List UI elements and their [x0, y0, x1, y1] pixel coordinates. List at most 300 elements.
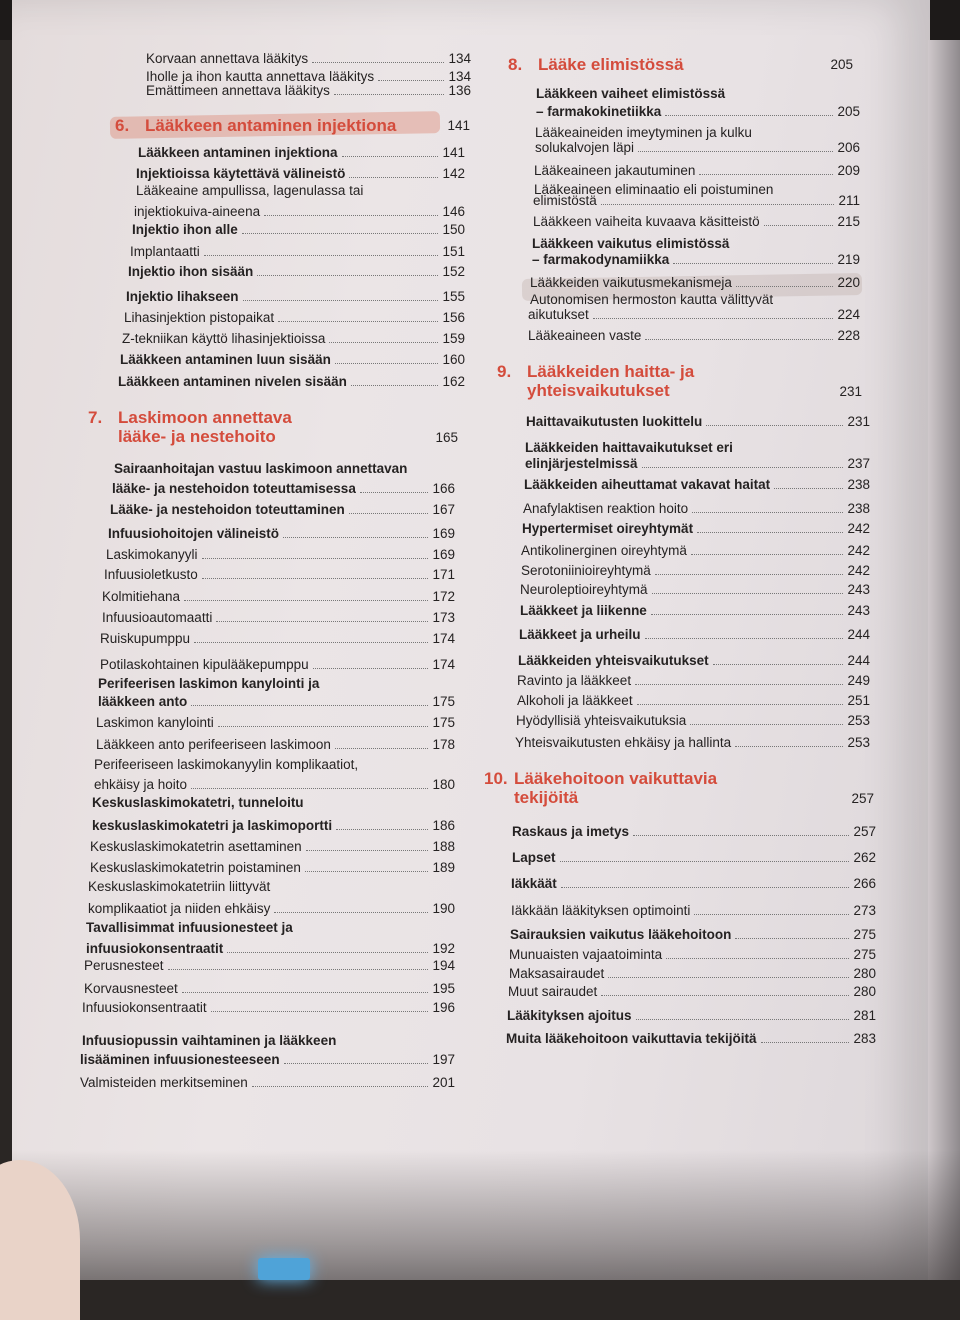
toc-entry: [528, 328, 860, 343]
toc-entry: [84, 981, 455, 996]
dot-leader: [593, 318, 834, 319]
dot-leader: [601, 995, 849, 996]
dot-leader: [713, 664, 844, 665]
dot-leader: [211, 1011, 429, 1012]
dot-leader: [334, 94, 445, 95]
toc-page-number: 146: [442, 204, 465, 219]
toc-page-number: 280: [853, 966, 876, 981]
toc-entry: [122, 331, 465, 346]
toc-entry: [100, 657, 455, 672]
dot-leader: [184, 600, 428, 601]
toc-entry: [102, 589, 455, 604]
toc-entry-title: Implantaatti: [130, 244, 200, 259]
toc-entry-title: Tavallisimmat infuusionesteet ja: [86, 920, 293, 935]
dot-leader: [218, 726, 429, 727]
toc-page-number: 257: [853, 824, 876, 839]
toc-page-number: 220: [837, 275, 860, 290]
toc-page-number: 141: [442, 145, 465, 160]
toc-entry: [519, 627, 870, 642]
dot-leader: [351, 385, 439, 386]
toc-entry: [521, 563, 870, 578]
toc-entry: [146, 51, 471, 66]
toc-entry-title: Lääkkeet ja liikenne: [520, 603, 647, 618]
toc-entry: [508, 984, 876, 999]
toc-page-number: 156: [442, 310, 465, 325]
toc-entry: [82, 1000, 455, 1015]
toc-entry-title: Antikolinerginen oireyhtymä: [521, 543, 687, 558]
toc-entry: [110, 502, 455, 517]
toc-page-number: 136: [448, 83, 471, 98]
dot-leader: [182, 992, 429, 993]
toc-entry: [525, 440, 870, 455]
toc-entry-title: elinjärjestelmissä: [525, 456, 638, 471]
toc-entry: [516, 713, 870, 728]
toc-entry-title: Infuusiohoitojen välineistö: [108, 526, 280, 541]
toc-page-number: 249: [847, 673, 870, 688]
dot-leader: [335, 748, 429, 749]
toc-entry: [88, 901, 455, 916]
toc-entry: [517, 673, 870, 688]
dot-leader: [735, 746, 843, 747]
dot-leader: [252, 1086, 429, 1087]
toc-page-number: 134: [448, 69, 471, 84]
toc-entry: [509, 966, 876, 981]
toc-entry-title: Lääkkeiden aiheuttamat vakavat haitat: [524, 477, 771, 492]
toc-entry: [512, 824, 876, 839]
toc-page-number: 231: [847, 414, 870, 429]
toc-entry-title: Injektio lihakseen: [126, 289, 239, 304]
toc-page-number: 195: [432, 981, 455, 996]
dot-leader: [243, 300, 439, 301]
toc-page-number: 169: [432, 547, 455, 562]
toc-page-number: 175: [432, 715, 455, 730]
toc-entry-title: Raskaus ja imetys: [512, 824, 630, 839]
dot-leader: [313, 668, 429, 669]
toc-entry-title: – farmakodynamiikka: [532, 252, 670, 267]
toc-entry-title: Keskuslaskimokatetrin asettaminen: [90, 839, 302, 854]
toc-page-number: 211: [838, 193, 860, 208]
toc-entry-title: Lääkkeiden haittavaikutukset eri: [525, 440, 733, 455]
toc-entry: [146, 83, 471, 98]
toc-page-number: 275: [853, 927, 876, 942]
toc-entry: [126, 289, 465, 304]
dot-leader: [633, 835, 849, 836]
toc-entry: [112, 481, 455, 496]
dot-leader: [651, 614, 844, 615]
dot-leader: [216, 621, 428, 622]
toc-entry-title: Lääkkeiden vaikutusmekanismeja: [530, 275, 732, 290]
dot-leader: [264, 215, 438, 216]
dot-leader: [642, 467, 844, 468]
toc-entry-title: Haittavaikutusten luokittelu: [526, 414, 703, 429]
toc-entry: [92, 795, 455, 810]
toc-page-number: 189: [432, 860, 455, 875]
toc-entry-title: lääke- ja nestehoidon toteuttamisessa: [112, 481, 356, 496]
toc-entry-title: Iholle ja ihon kautta annettava lääkitys: [146, 69, 375, 84]
toc-entry-title: Perifeeriseen laskimokanyylin komplikaatiot,: [94, 757, 359, 772]
toc-entry: [532, 236, 860, 251]
blue-light: [258, 1258, 310, 1280]
toc-entry-title: aikutukset: [528, 307, 589, 322]
toc-page-number: 178: [432, 737, 455, 752]
toc-page-number: 224: [837, 307, 860, 322]
toc-page-number: 266: [853, 876, 876, 891]
dot-leader: [637, 704, 844, 705]
toc-entry: [136, 166, 465, 181]
dot-leader: [645, 638, 844, 639]
toc-entry-title: – farmakokinetiikka: [536, 104, 662, 119]
toc-entry-title: Maksasairaudet: [509, 966, 605, 981]
toc-entry: [104, 567, 455, 582]
toc-page-number: 280: [853, 984, 876, 999]
chapter-title: Lääkkeen antaminen injektiona: [145, 116, 397, 135]
dot-leader: [764, 225, 834, 226]
toc-entry: [535, 125, 860, 140]
chapter-page-number: 257: [851, 791, 874, 806]
toc-page-number: 251: [847, 693, 870, 708]
toc-entry-title: elimistöstä: [533, 193, 597, 208]
toc-entry: [510, 927, 876, 942]
toc-page-number: 152: [442, 264, 465, 279]
toc-entry-title: Infuusiokonsentraatit: [82, 1000, 207, 1015]
toc-entry-title: Lääkeaineiden imeytyminen ja kulku: [535, 125, 752, 140]
dot-leader: [312, 62, 444, 63]
toc-entry-title: Lääke- ja nestehoidon toteuttaminen: [110, 502, 345, 517]
chapter-number: 8.: [508, 55, 523, 74]
toc-entry: [118, 374, 465, 389]
toc-entry: [146, 69, 471, 84]
toc-entry: [90, 860, 455, 875]
toc-entry: [506, 1031, 876, 1046]
toc-entry-title: Keskuslaskimokatetri, tunneloitu: [92, 795, 304, 810]
dot-leader: [227, 952, 428, 953]
dot-leader: [697, 532, 843, 533]
chapter-number: 9.: [497, 362, 512, 381]
toc-entry: [80, 1075, 455, 1090]
toc-entry-title: Infuusioletkusto: [104, 567, 198, 582]
toc-entry-title: Laskimokanyyli: [106, 547, 198, 562]
toc-page-number: 188: [432, 839, 455, 854]
toc-page-number: 171: [432, 567, 455, 582]
toc-entry: [124, 310, 465, 325]
toc-page-number: 262: [853, 850, 876, 865]
toc-entry: [100, 631, 455, 646]
dot-leader: [673, 263, 833, 264]
toc-entry: [128, 264, 465, 279]
chapter-page-number: 231: [839, 384, 862, 399]
toc-entry-title: Lääkkeen vaiheet elimistössä: [536, 86, 726, 101]
toc-page-number: 159: [442, 331, 465, 346]
toc-entry-title: Emättimeen annettava lääkitys: [146, 83, 330, 98]
toc-entry: [518, 653, 870, 668]
dot-leader: [736, 286, 834, 287]
toc-entry: [108, 526, 455, 541]
toc-entry: [88, 879, 455, 894]
dot-leader: [761, 1042, 850, 1043]
toc-entry-title: Lääkeaineen vaste: [528, 328, 642, 343]
toc-entry: [134, 204, 465, 219]
dot-leader: [283, 537, 428, 538]
dot-leader: [645, 339, 833, 340]
toc-entry-title: Autonomisen hermoston kautta välittyvät: [530, 292, 774, 307]
toc-chapter-heading: [88, 408, 458, 446]
toc-entry-title: Infuusiopussin vaihtaminen ja lääkkeen: [82, 1033, 337, 1048]
toc-chapter-heading: [497, 362, 862, 400]
toc-entry-title: Muita lääkehoitoon vaikuttavia tekijöitä: [506, 1031, 757, 1046]
chapter-title: lääke- ja nestehoito: [118, 427, 276, 446]
dot-leader: [694, 914, 849, 915]
dot-leader: [608, 977, 849, 978]
toc-page-number: 215: [837, 214, 860, 229]
toc-chapter-heading: [484, 769, 874, 807]
toc-entry: [114, 461, 455, 476]
dot-leader: [635, 684, 843, 685]
toc-entry: [534, 163, 860, 178]
dot-leader: [194, 642, 428, 643]
toc-entry-title: Lääkkeen antaminen luun sisään: [120, 352, 331, 367]
dot-leader: [655, 574, 844, 575]
toc-page-number: 253: [847, 713, 870, 728]
dot-leader: [191, 788, 428, 789]
dot-leader: [699, 174, 833, 175]
dot-leader: [692, 512, 843, 513]
toc-entry-title: Ravinto ja lääkkeet: [517, 673, 632, 688]
toc-entry: [533, 214, 860, 229]
toc-page-number: 244: [847, 627, 870, 642]
toc-entry-title: solukalvojen läpi: [535, 140, 635, 155]
toc-entry-title: Munuaisten vajaatoiminta: [509, 947, 663, 962]
toc-entry-title: Sairauksien vaikutus lääkehoitoon: [510, 927, 732, 942]
toc-entry-title: Lihasinjektion pistopaikat: [124, 310, 275, 325]
toc-entry: [86, 920, 455, 935]
dot-leader: [202, 558, 429, 559]
toc-page-number: 169: [432, 526, 455, 541]
toc-entry: [524, 477, 870, 492]
toc-page-number: 205: [837, 104, 860, 119]
toc-page-number: 172: [432, 589, 455, 604]
toc-entry: [511, 876, 876, 891]
toc-entry-title: Lääkkeiden yhteisvaikutukset: [518, 653, 709, 668]
toc-page-number: 186: [432, 818, 455, 833]
dot-leader: [560, 861, 850, 862]
dot-leader: [335, 363, 439, 364]
dot-leader: [278, 321, 438, 322]
toc-page-number: 283: [853, 1031, 876, 1046]
dot-leader: [284, 1063, 429, 1064]
toc-page-number: 201: [432, 1075, 455, 1090]
toc-page-number: 142: [442, 166, 465, 181]
toc-page-number: 242: [847, 521, 870, 536]
toc-page-number: 174: [432, 657, 455, 672]
dot-leader: [665, 115, 833, 116]
toc-entry-title: Hyödyllisiä yhteisvaikutuksia: [516, 713, 687, 728]
toc-entry: [535, 140, 860, 155]
toc-entry-title: Lapset: [512, 850, 556, 865]
toc-page-number: 173: [432, 610, 455, 625]
toc-entry: [94, 777, 455, 792]
toc-entry-title: Lääkkeet ja urheilu: [519, 627, 641, 642]
chapter-page-number: 205: [830, 57, 853, 72]
toc-entry-title: Z-tekniikan käyttö lihasinjektioissa: [122, 331, 326, 346]
toc-entry-title: Valmisteiden merkitseminen: [80, 1075, 248, 1090]
dot-leader: [601, 204, 835, 205]
toc-entry-title: Potilaskohtainen kipulääkepumppu: [100, 657, 309, 672]
toc-entry: [86, 941, 455, 956]
dot-leader: [306, 850, 429, 851]
dot-leader: [735, 938, 849, 939]
dot-leader: [706, 425, 843, 426]
dot-leader: [191, 705, 428, 706]
toc-entry: [96, 737, 455, 752]
toc-page-number: 175: [432, 694, 455, 709]
toc-entry: [509, 947, 876, 962]
dot-leader: [691, 554, 844, 555]
dot-leader: [305, 871, 429, 872]
toc-entry: [84, 958, 455, 973]
toc-entry-title: Korvausnesteet: [84, 981, 178, 996]
dot-leader: [168, 969, 429, 970]
toc-page-number: 194: [432, 958, 455, 973]
toc-entry-title: Neuroleptioireyhtymä: [520, 582, 648, 597]
chapter-title: Lääkehoitoon vaikuttavia: [514, 769, 718, 788]
toc-entry-title: Hypertermiset oireyhtymät: [522, 521, 694, 536]
toc-entry-title: Sairaanhoitajan vastuu laskimoon annettavan: [114, 461, 408, 476]
dot-leader: [378, 80, 444, 81]
toc-entry-title: komplikaatiot ja niiden ehkäisy: [88, 901, 271, 916]
toc-entry: [98, 676, 455, 691]
toc-entry: [525, 456, 870, 471]
toc-entry: [533, 193, 860, 208]
toc-entry-title: Laskimon kanylointi: [96, 715, 214, 730]
toc-entry-title: Serotoniinioireyhtymä: [521, 563, 651, 578]
chapter-title: Laskimoon annettava: [118, 408, 292, 427]
toc-entry: [96, 715, 455, 730]
toc-entry-title: infuusiokonsentraatit: [86, 941, 224, 956]
toc-page-number: 155: [442, 289, 465, 304]
chapter-title: tekijöitä: [514, 788, 579, 807]
dot-leader: [204, 255, 439, 256]
toc-entry: [515, 735, 870, 750]
toc-page-number: 273: [853, 903, 876, 918]
toc-entry: [520, 582, 870, 597]
toc-entry-title: Lääkeaineen jakautuminen: [534, 163, 696, 178]
toc-entry-title: Lääkkeen anto perifeeriseen laskimoon: [96, 737, 331, 752]
chapter-title: yhteisvaikutukset: [527, 381, 670, 400]
dot-leader: [342, 156, 439, 157]
toc-entry-title: injektiokuiva-aineena: [134, 204, 261, 219]
toc-entry: [530, 292, 860, 307]
toc-entry: [511, 903, 876, 918]
toc-entry: [522, 521, 870, 536]
toc-entry-title: Lääkkeen vaiheita kuvaava käsitteistö: [533, 214, 760, 229]
toc-entry: [536, 86, 860, 101]
toc-entry: [507, 1008, 876, 1023]
toc-entry-title: Yhteisvaikutusten ehkäisy ja hallinta: [515, 735, 732, 750]
toc-page-number: 244: [847, 653, 870, 668]
toc-entry: [523, 501, 870, 516]
toc-entry: [90, 839, 455, 854]
toc-entry: [528, 307, 860, 322]
toc-page-number: 209: [837, 163, 860, 178]
chapter-title: Lääkkeiden haitta- ja: [527, 362, 695, 381]
toc-entry: [82, 1033, 455, 1048]
dot-leader: [360, 492, 429, 493]
chapter-page-number: 141: [447, 118, 470, 133]
toc-page-number: 167: [432, 502, 455, 517]
dot-leader: [336, 829, 428, 830]
toc-page-number: 238: [847, 501, 870, 516]
toc-entry: [132, 222, 465, 237]
toc-entry-title: Perusnesteet: [84, 958, 164, 973]
toc-entry-title: Injektioissa käytettävä välineistö: [136, 166, 346, 181]
toc-page-number: 206: [837, 140, 860, 155]
toc-entry-title: Infuusioautomaatti: [102, 610, 213, 625]
toc-entry-title: ehkäisy ja hoito: [94, 777, 188, 792]
toc-entry: [92, 818, 455, 833]
toc-entry: [530, 275, 860, 290]
toc-entry-title: Korvaan annettava lääkitys: [146, 51, 309, 66]
toc-page-number: 174: [432, 631, 455, 646]
dot-leader: [652, 593, 844, 594]
toc-entry: [517, 693, 870, 708]
toc-page-number: 243: [847, 582, 870, 597]
toc-chapter-heading: [115, 116, 470, 135]
chapter-title: Lääke elimistössä: [538, 55, 684, 74]
toc-page-number: 197: [432, 1052, 455, 1067]
dot-leader: [666, 958, 849, 959]
toc-entry-title: Anafylaktisen reaktion hoito: [523, 501, 689, 516]
toc-page-number: 238: [847, 477, 870, 492]
toc-entry-title: Kolmitiehana: [102, 589, 181, 604]
toc-entry: [94, 757, 455, 772]
dot-leader: [349, 177, 438, 178]
toc-page-number: 243: [847, 603, 870, 618]
toc-entry-title: Lääkkeen vaikutus elimistössä: [532, 236, 730, 251]
chapter-number: 10.: [484, 769, 508, 788]
toc-entry: [98, 694, 455, 709]
toc-entry-title: Injektio ihon alle: [132, 222, 238, 237]
dot-leader: [638, 151, 833, 152]
toc-entry-title: Alkoholi ja lääkkeet: [517, 693, 633, 708]
toc-entry-title: Iäkkään lääkityksen optimointi: [511, 903, 691, 918]
toc-entry-title: Lääkityksen ajoitus: [507, 1008, 632, 1023]
toc-entry: [526, 414, 870, 429]
toc-page-number: 281: [853, 1008, 876, 1023]
toc-page-number: 166: [432, 481, 455, 496]
toc-page-number: 151: [442, 244, 465, 259]
toc-entry: [130, 244, 465, 259]
toc-entry-title: Keskuslaskimokatetrin poistaminen: [90, 860, 301, 875]
toc-page-number: 228: [837, 328, 860, 343]
toc-page-number: 134: [448, 51, 471, 66]
toc-entry-title: Muut sairaudet: [508, 984, 598, 999]
toc-entry-title: Injektio ihon sisään: [128, 264, 254, 279]
toc-page-number: 242: [847, 543, 870, 558]
toc-page-number: 196: [432, 1000, 455, 1015]
toc-page-number: 253: [847, 735, 870, 750]
toc-entry: [520, 603, 870, 618]
toc-entry: [80, 1052, 455, 1067]
toc-page-number: 162: [442, 374, 465, 389]
dot-leader: [257, 275, 438, 276]
toc-entry-title: lääkkeen anto: [98, 694, 188, 709]
toc-entry-title: Iäkkäät: [511, 876, 557, 891]
dot-leader: [349, 513, 429, 514]
toc-page-number: 219: [837, 252, 860, 267]
toc-entry-title: Lääkkeen antaminen nivelen sisään: [118, 374, 347, 389]
toc-entry-title: lisääminen infuusionesteeseen: [80, 1052, 280, 1067]
toc-page-number: 242: [847, 563, 870, 578]
